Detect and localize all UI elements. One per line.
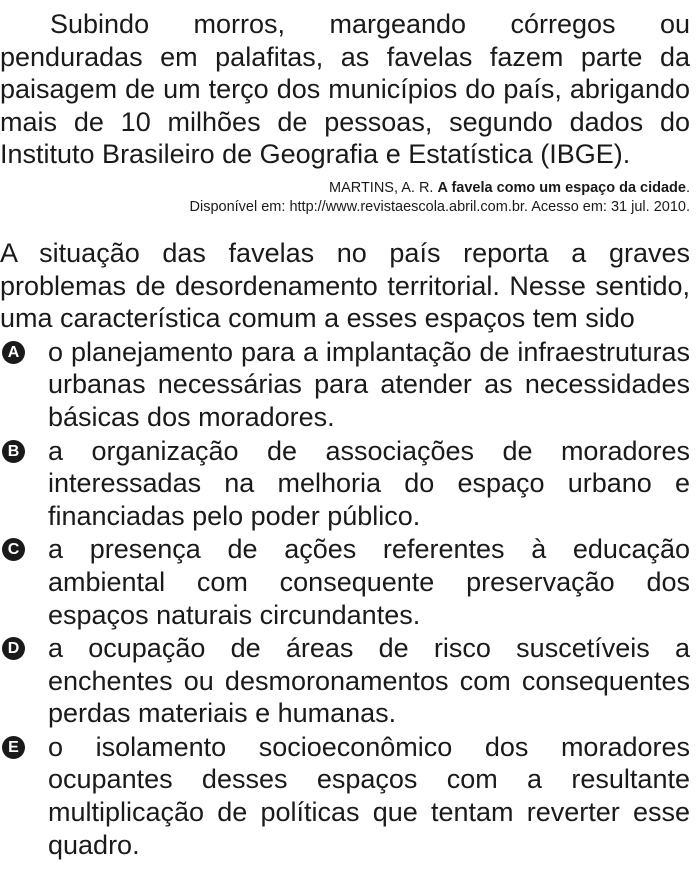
citation: [0, 179, 690, 217]
option-d-text: a ocupação de áreas de risco suscetíveis a enchentes ou desmoronamentos com consequentes perdas materiais e humanas.: [48, 633, 690, 729]
option-b[interactable]: [0, 435, 690, 533]
option-b-letter-badge: B: [2, 440, 25, 463]
option-c-letter-badge: C: [2, 538, 25, 561]
answer-options: [0, 336, 690, 862]
option-e[interactable]: [0, 731, 690, 861]
question-stem: A situação das favelas no país reporta a graves problemas de desordenamento territorial. Nesse sentido, uma característica comum a esses espaços tem sido: [0, 237, 690, 334]
option-e-text: o isolamento socioeconômico dos moradores ocupantes desses espaços com a resultante multiplicação de políticas que tentam reverter esse quadro.: [48, 731, 690, 860]
option-a[interactable]: [0, 336, 690, 434]
option-a-letter-badge: A: [2, 341, 25, 364]
option-d[interactable]: [0, 632, 690, 730]
passage-text: Subindo morros, margeando córregos ou penduradas em palafitas, as favelas fazem parte da paisagem de um terço dos municípios do país, abrigando mais de 10 milhões de pessoas, segundo dados do Instituto Brasileiro de Geografia e Estatística (IBGE).: [0, 9, 690, 170]
citation-title-end: .: [685, 179, 690, 196]
option-c[interactable]: [0, 533, 690, 631]
option-e-letter-badge: E: [2, 736, 25, 759]
citation-reference: [0, 179, 690, 198]
option-d-letter-badge: D: [2, 637, 25, 660]
option-a-text: o planejamento para a implantação de infraestruturas urbanas necessárias para atender as necessidades básicas dos moradores.: [48, 336, 690, 432]
citation-title: A favela como um espaço da cidade: [437, 179, 686, 196]
citation-source: Disponível em: http://www.revistaescola.abril.com.br. Acesso em: 31 jul. 2010.: [189, 198, 690, 215]
option-b-text: a organização de associações de moradores interessadas na melhoria do espaço urbano e financiadas pelo poder público.: [48, 435, 690, 531]
option-c-text: a presença de ações referentes à educação ambiental com consequente preservação dos espaços naturais circundantes.: [48, 534, 690, 630]
citation-author: MARTINS, A. R.: [328, 179, 434, 196]
